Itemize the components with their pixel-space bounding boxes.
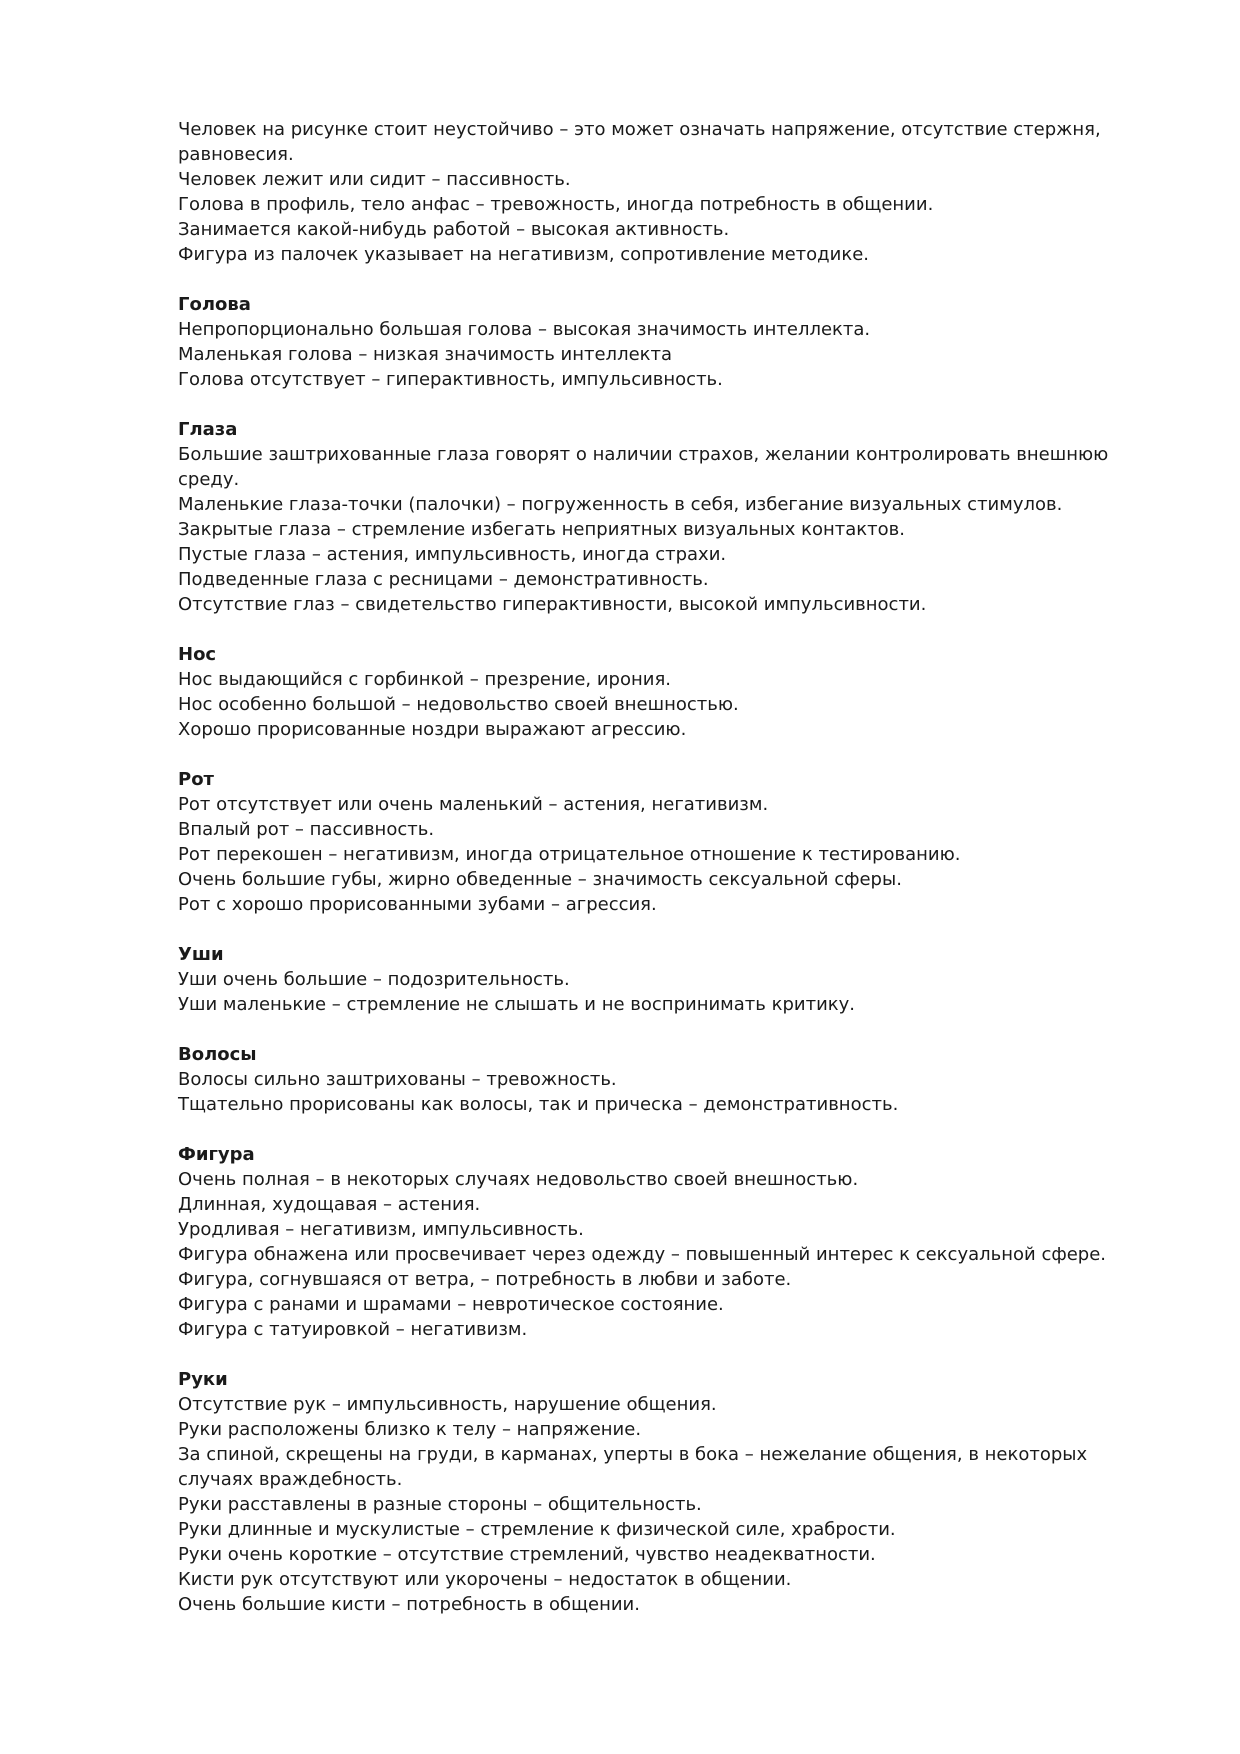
- section-line: Длинная, худощавая – астения.: [178, 1194, 481, 1215]
- section-hair: [178, 1042, 1188, 1117]
- section-line: Кисти рук отсутствуют или укорочены – недостаток в общении.: [178, 1569, 792, 1590]
- section-line: Очень полная – в некоторых случаях недовольство своей внешностью.: [178, 1169, 859, 1190]
- section-figure: [178, 1142, 1188, 1342]
- section-line: Очень большие кисти – потребность в общении.: [178, 1594, 640, 1615]
- section-line: Подведенные глаза с ресницами – демонстративность.: [178, 569, 709, 590]
- intro-line: Человек лежит или сидит – пассивность.: [178, 169, 571, 190]
- section-line: Впалый рот – пассивность.: [178, 819, 435, 840]
- section-nose: [178, 642, 1188, 742]
- intro-line: Голова в профиль, тело анфас – тревожность, иногда потребность в общении.: [178, 194, 934, 215]
- section-line: Руки расставлены в разные стороны – общительность.: [178, 1494, 702, 1515]
- section-line: Непропорционально большая голова – высокая значимость интеллекта.: [178, 319, 871, 340]
- document-page: [178, 117, 1188, 1617]
- section-heading: Фигура: [178, 1144, 255, 1165]
- section-line: Нос выдающийся с горбинкой – презрение, ирония.: [178, 669, 671, 690]
- section-heading: Голова: [178, 294, 251, 315]
- section-line: Хорошо прорисованные ноздри выражают агрессию.: [178, 719, 687, 740]
- section-line: За спиной, скрещены на груди, в карманах, уперты в бока – нежелание общения, в некоторых: [178, 1444, 1088, 1465]
- section-line: Фигура обнажена или просвечивает через одежду – повышенный интерес к сексуальной сфере.: [178, 1244, 1107, 1265]
- section-line: Фигура, согнувшаяся от ветра, – потребность в любви и заботе.: [178, 1269, 792, 1290]
- section-line: Очень большие губы, жирно обведенные – значимость сексуальной сферы.: [178, 869, 902, 890]
- section-line: Голова отсутствует – гиперактивность, импульсивность.: [178, 369, 723, 390]
- section-ears: [178, 942, 1188, 1017]
- section-line: Волосы сильно заштрихованы – тревожность.: [178, 1069, 617, 1090]
- section-line: Уродливая – негативизм, импульсивность.: [178, 1219, 584, 1240]
- section-line: Руки расположены близко к телу – напряжение.: [178, 1419, 642, 1440]
- section-line: Закрытые глаза – стремление избегать неприятных визуальных контактов.: [178, 519, 905, 540]
- section-hands: [178, 1367, 1188, 1617]
- intro-line: Фигура из палочек указывает на негативизм, сопротивление методике.: [178, 244, 869, 265]
- section-line: Нос особенно большой – недовольство своей внешностью.: [178, 694, 739, 715]
- section-heading: Глаза: [178, 419, 238, 440]
- section-line: Рот с хорошо прорисованными зубами – агрессия.: [178, 894, 657, 915]
- section-line: Пустые глаза – астения, импульсивность, иногда страхи.: [178, 544, 727, 565]
- section-line: Фигура с ранами и шрамами – невротическое состояние.: [178, 1294, 724, 1315]
- section-line: Отсутствие рук – импульсивность, нарушение общения.: [178, 1394, 717, 1415]
- section-line: Большие заштрихованные глаза говорят о наличии страхов, желании контролировать внешнюю: [178, 444, 1109, 465]
- section-eyes: [178, 417, 1188, 617]
- section-heading: Нос: [178, 644, 217, 665]
- section-line: Маленькие глаза-точки (палочки) – погруженность в себя, избегание визуальных стимулов.: [178, 494, 1063, 515]
- section-heading: Руки: [178, 1369, 228, 1390]
- section-heading: Волосы: [178, 1044, 257, 1065]
- section-heading: Уши: [178, 944, 224, 965]
- intro-line: равновесия.: [178, 144, 294, 165]
- intro-line: Занимается какой-нибудь работой – высокая активность.: [178, 219, 730, 240]
- section-line: среду.: [178, 469, 240, 490]
- section-line: Руки длинные и мускулистые – стремление к физической силе, храбрости.: [178, 1519, 896, 1540]
- section-line: Маленькая голова – низкая значимость интеллекта: [178, 344, 673, 365]
- section-line: Руки очень короткие – отсутствие стремлений, чувство неадекватности.: [178, 1544, 876, 1565]
- section-line: Рот перекошен – негативизм, иногда отрицательное отношение к тестированию.: [178, 844, 961, 865]
- section-line: Уши маленькие – стремление не слышать и не воспринимать критику.: [178, 994, 856, 1015]
- intro-paragraph: [178, 117, 1188, 267]
- section-line: Отсутствие глаз – свидетельство гиперактивности, высокой импульсивности.: [178, 594, 927, 615]
- section-line: Тщательно прорисованы как волосы, так и прическа – демонстративность.: [178, 1094, 899, 1115]
- section-mouth: [178, 767, 1188, 917]
- section-line: Уши очень большие – подозрительность.: [178, 969, 570, 990]
- section-heading: Рот: [178, 769, 214, 790]
- section-head: [178, 292, 1188, 392]
- section-line: случаях враждебность.: [178, 1469, 403, 1490]
- section-line: Фигура с татуировкой – негативизм.: [178, 1319, 528, 1340]
- intro-line: Человек на рисунке стоит неустойчиво – это может означать напряжение, отсутствие стержня,: [178, 119, 1101, 140]
- section-line: Рот отсутствует или очень маленький – астения, негативизм.: [178, 794, 769, 815]
